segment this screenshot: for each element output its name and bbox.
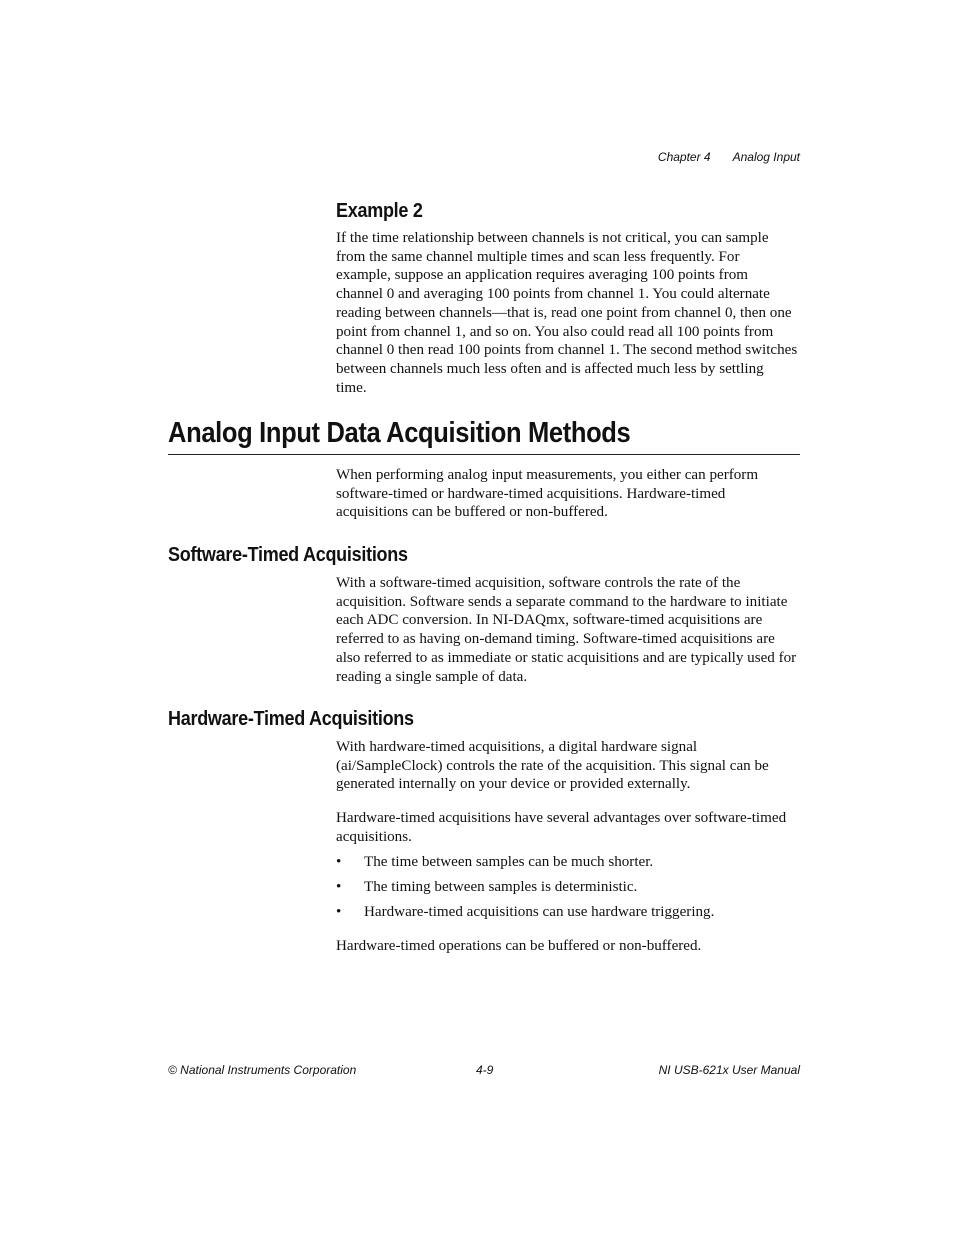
methods-body [336,466,798,522]
hardware-timed-heading: Hardware-Timed Acquisitions [168,708,414,730]
list-item-text: The timing between samples is deterministic. [364,879,638,895]
software-timed-paragraph: With a software-timed acquisition, software controls the rate of the acquisition. Software sends a separate command to the hardware to initiate each ADC conversion. In NI-DAQmx, software-timed acquisitions are referred to as having on-demand timing. Software-timed acquisitions are also referred to as immediate or static acquisitions and are typically used for reading a single sample of data. [336,575,797,685]
advantages-list [336,853,798,922]
bullet-glyph: • [336,879,342,895]
running-header [658,150,800,164]
list-item [336,853,798,872]
hardware-timed-body-2 [336,809,798,846]
section-title-rule [168,454,800,455]
hardware-timed-advantages [336,853,798,928]
example-2-heading: Example 2 [336,200,423,222]
bullet-glyph: • [336,904,342,920]
bullet-glyph: • [336,854,342,870]
hardware-timed-paragraph-2: Hardware-timed acquisitions have several advantages over software-timed acquisitions. [336,810,787,845]
hardware-timed-paragraph-1: With hardware-timed acquisitions, a digital hardware signal (ai/SampleClock) controls the rate of the acquisition. This signal can be generated internally on your device or provided externally. [336,739,769,793]
footer-manual-title: NI USB-621x User Manual [658,1063,800,1077]
list-item [336,903,798,922]
list-item-text: The time between samples can be much shorter. [364,854,654,870]
methods-paragraph: When performing analog input measurements, you either can perform software-timed or hardware-timed acquisitions. Hardware-timed acquisitions can be buffered or non-buffered. [336,467,759,521]
software-timed-body [336,574,798,686]
footer-copyright: © National Instruments Corporation [168,1063,357,1077]
example-2-body [336,229,798,397]
running-header-chapter: Chapter 4 [657,150,711,164]
example-2-paragraph: If the time relationship between channels is not critical, you can sample from the same channel multiple times and scan less frequently. For example, suppose an application requires averaging 100 points from channel 0 and averaging 100 points from channel 1. You could alternate reading between channels—that is, read one point from channel 0, then one point from channel 1, and so on. You also could read all 100 points from channel 0 then read 100 points from channel 1. The second method switches between channels much less often and is affected much less by settling time. [336,230,798,396]
hardware-timed-body-3 [336,937,798,956]
software-timed-heading: Software-Timed Acquisitions [168,544,408,566]
list-item-text: Hardware-timed acquisitions can use hardware triggering. [364,904,715,920]
hardware-timed-body [336,738,798,794]
footer-page-number: 4-9 [476,1063,494,1077]
running-header-section: Analog Input [732,150,800,164]
list-item [336,878,798,897]
section-title: Analog Input Data Acquisition Methods [168,417,631,449]
hardware-timed-paragraph-3: Hardware-timed operations can be buffered or non-buffered. [336,938,702,954]
